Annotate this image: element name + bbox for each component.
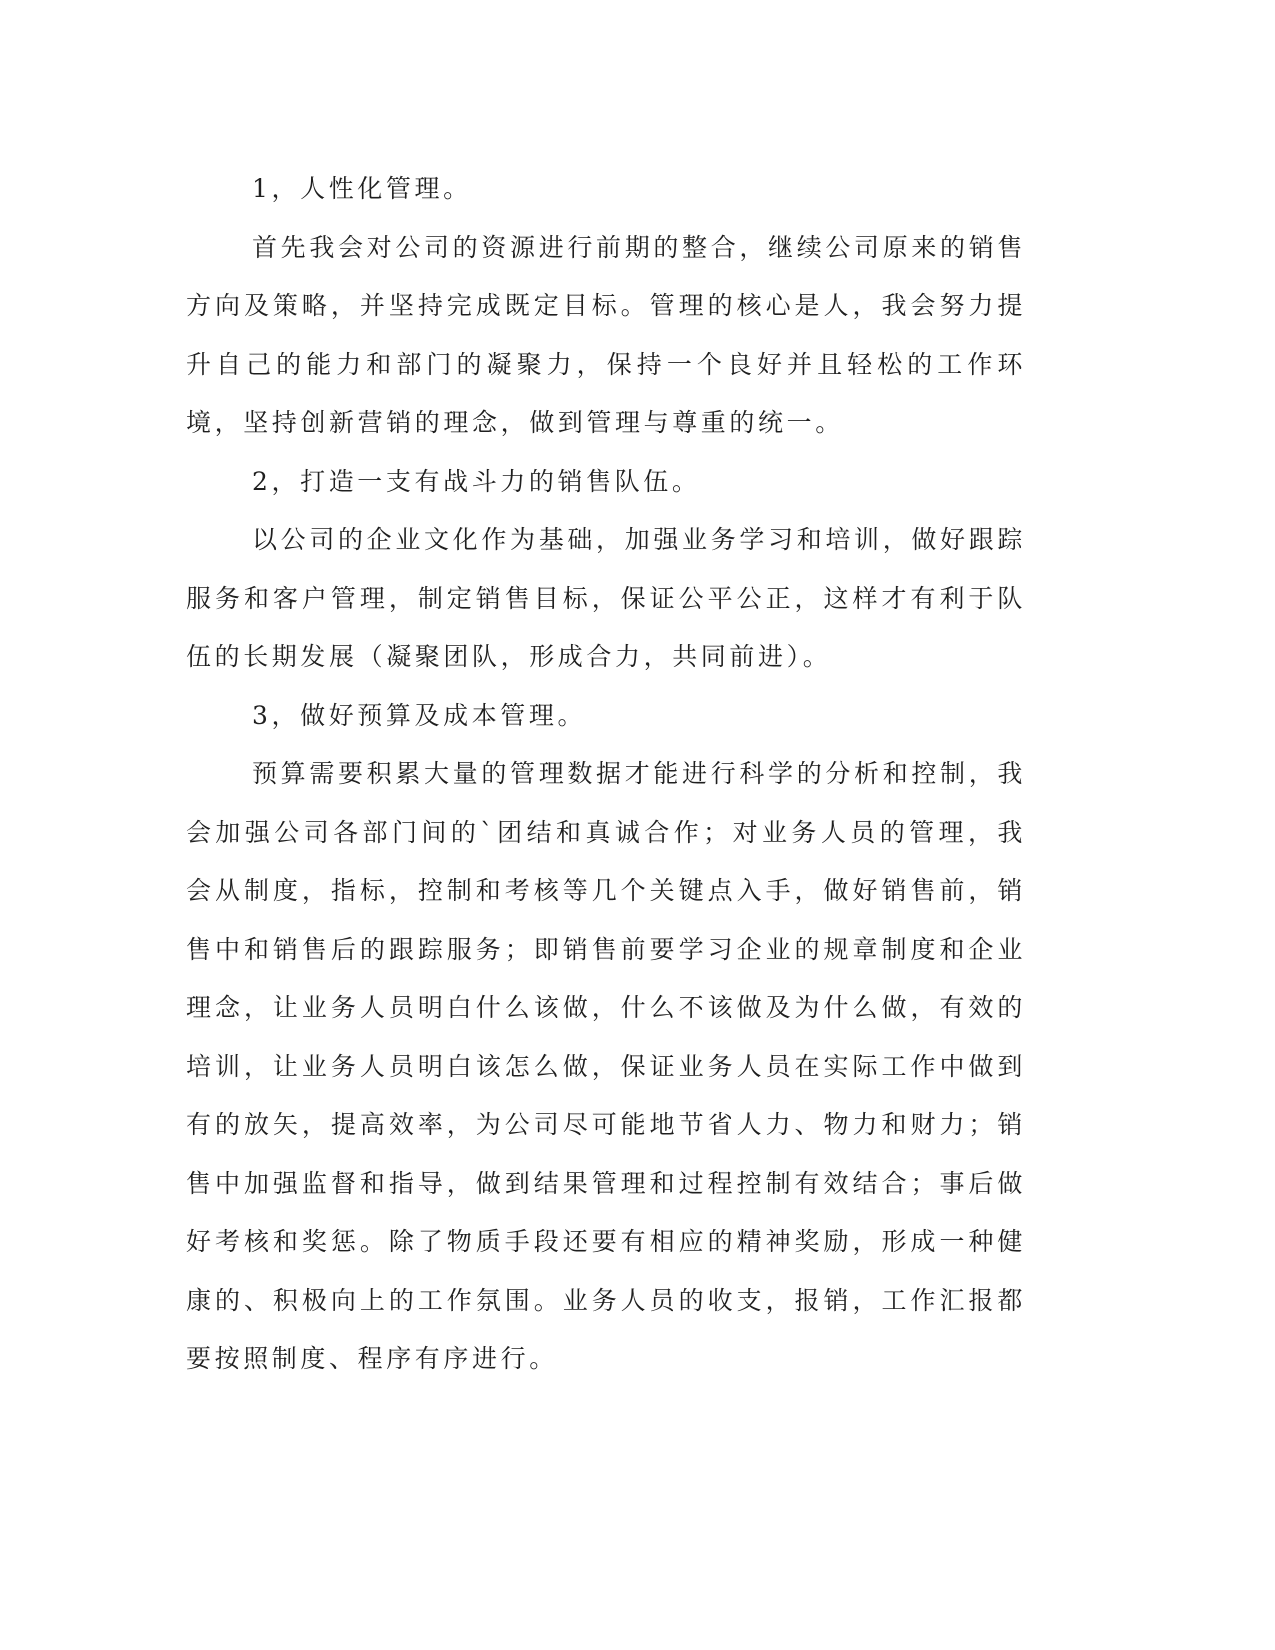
section-heading-1: 1，人性化管理。 — [252, 174, 472, 203]
section-heading-3: 3，做好预算及成本管理。 — [252, 700, 587, 730]
document-body — [186, 160, 1026, 1389]
paragraph-2: 以公司的企业文化作为基础，加强业务学习和培训，做好跟踪服务和客户管理，制定销售目标，保证公平公正，这样才有利于队伍的长期发展（凝聚团队，形成合力，共同前进）。 — [186, 525, 1026, 671]
paragraph-3: 预算需要积累大量的管理数据才能进行科学的分析和控制，我会加强公司各部门间的`团结和真诚合作；对业务人员的管理，我会从制度，指标，控制和考核等几个关键点入手，做好销售前，销售中和销售后的跟踪服务；即销售前要学习企业的规章制度和企业理念，让业务人员明白什么该做，什么不该做及为什么做，有效的培训，让业务人员明白该怎么做，保证业务人员在实际工作中做到有的放矢，提高效率，为公司尽可能地节省人力、物力和财力；销售中加强监督和指导，做到结果管理和过程控制有效结合；事后做好考核和奖惩。除了物质手段还要有相应的精神奖励，形成一种健康的、积极向上的工作氛围。业务人员的收支，报销，工作汇报都要按照制度、程序有序进行。 — [186, 759, 1026, 1373]
paragraph-1: 首先我会对公司的资源进行前期的整合，继续公司原来的销售方向及策略，并坚持完成既定目标。管理的核心是人，我会努力提升自己的能力和部门的凝聚力，保持一个良好并且轻松的工作环境，坚持创新营销的理念，做到管理与尊重的统一。 — [186, 232, 1026, 437]
section-heading-2: 2，打造一支有战斗力的销售队伍。 — [252, 466, 701, 496]
